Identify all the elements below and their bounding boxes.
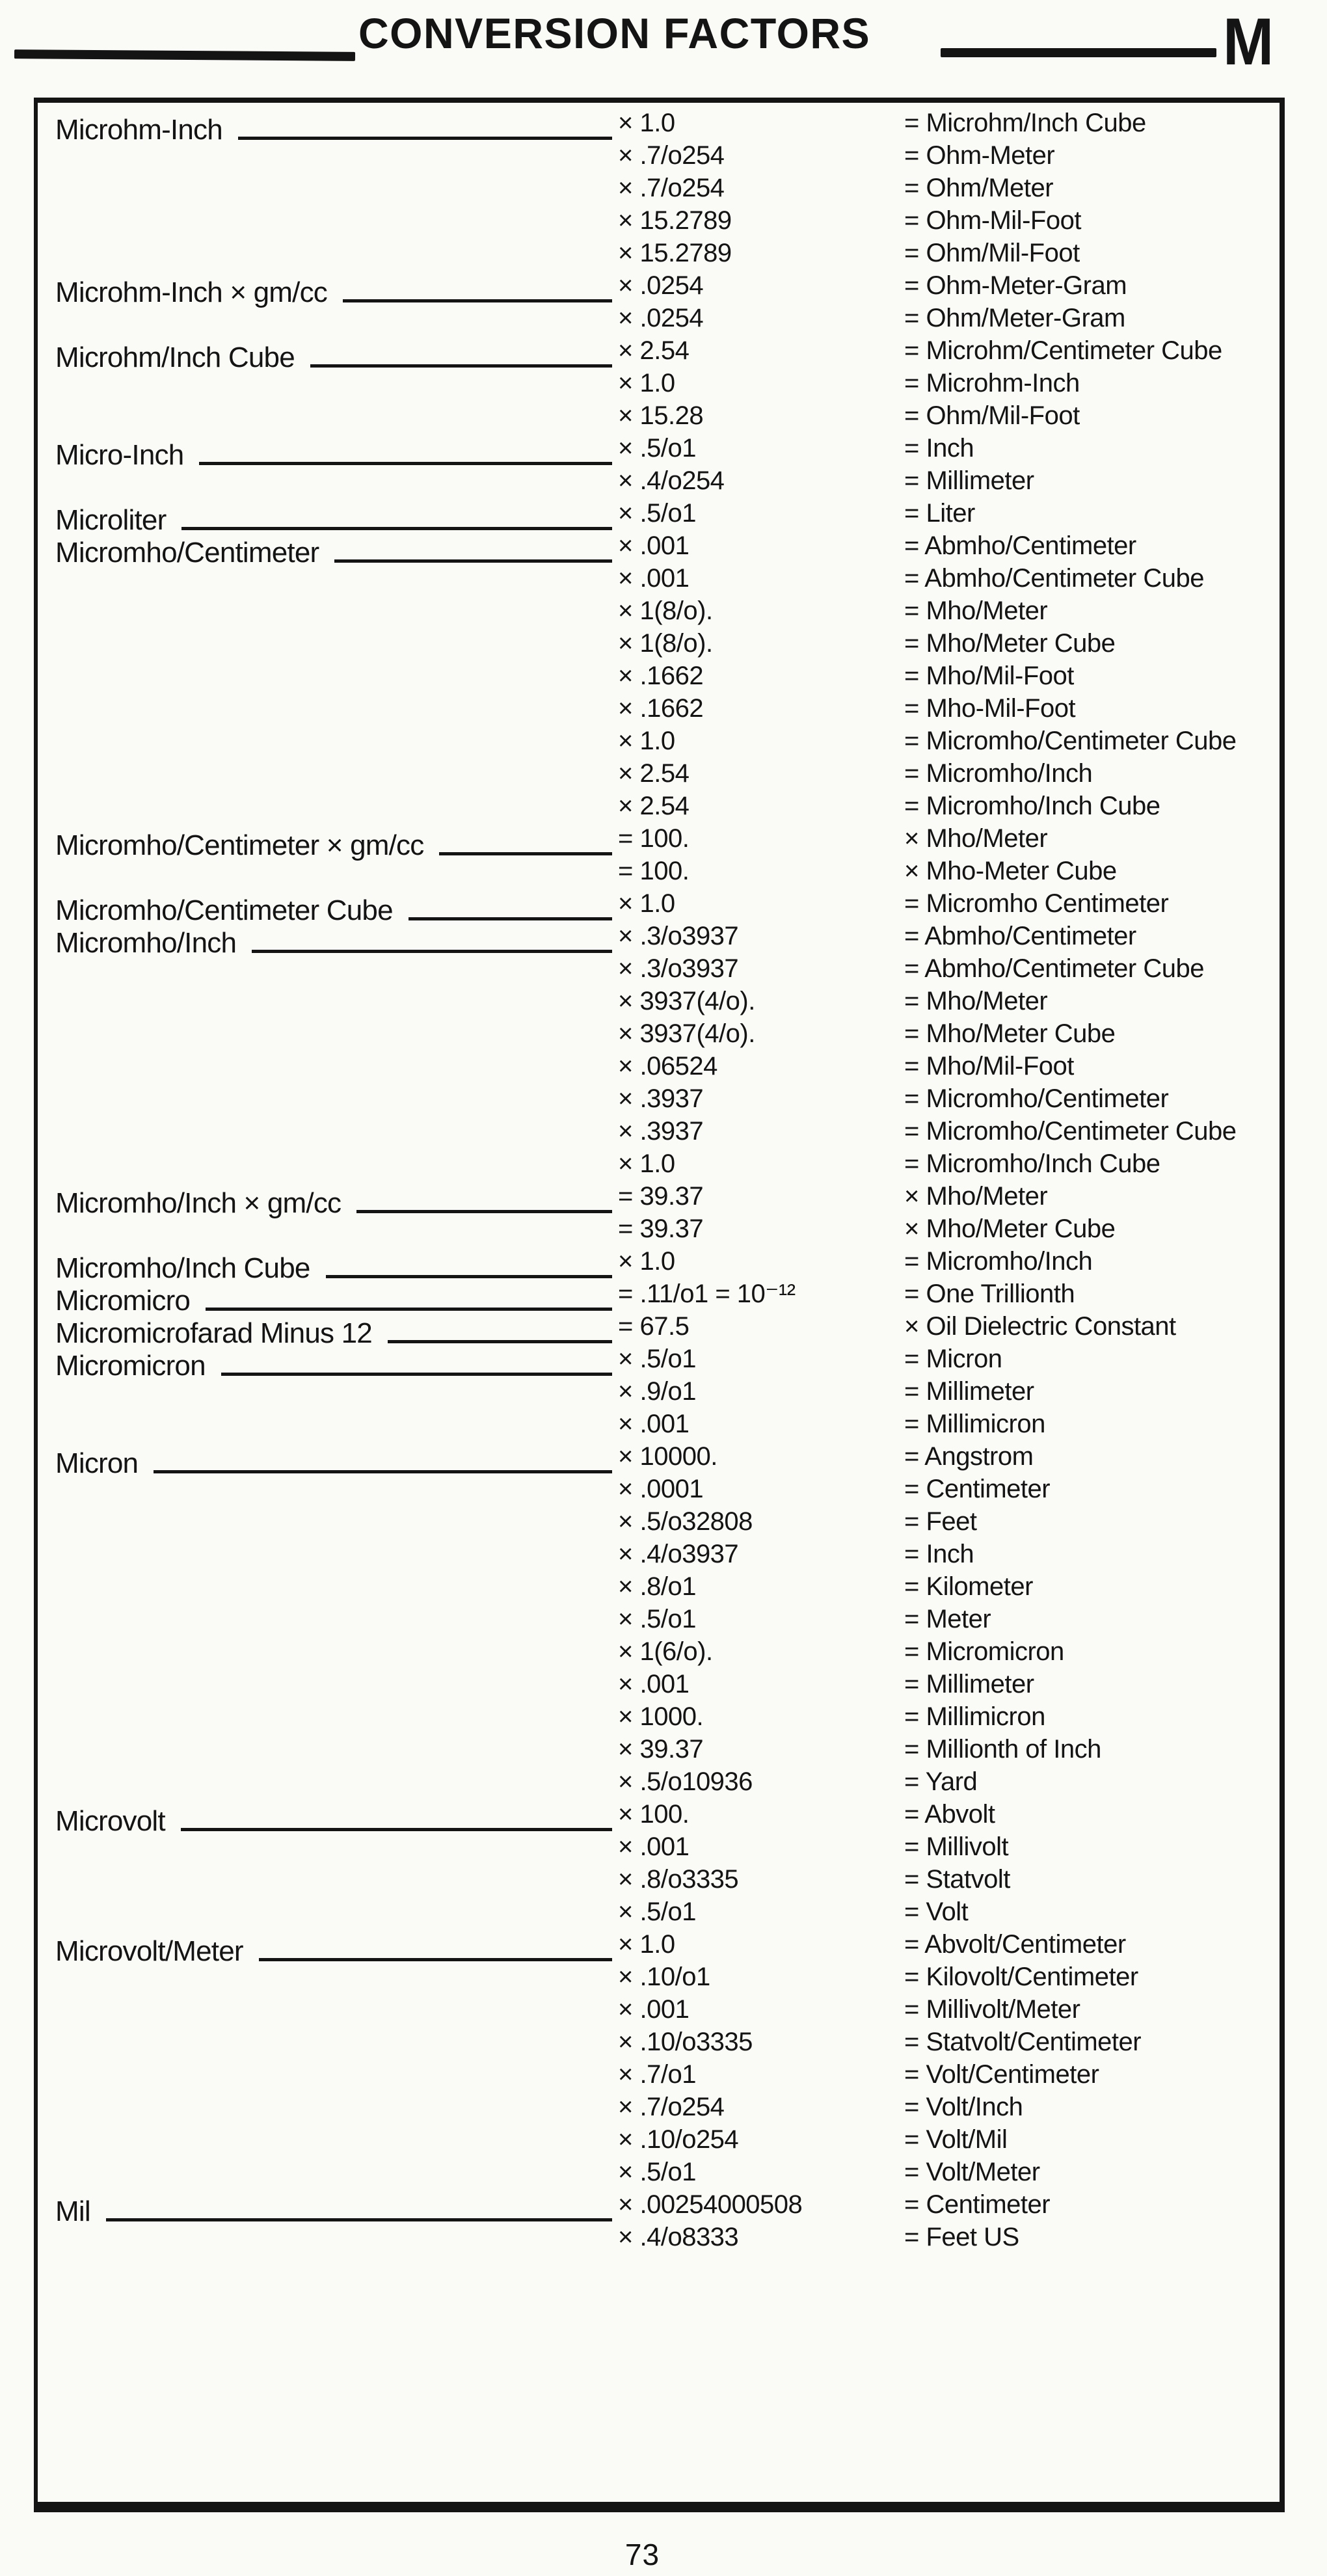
unit-label: Micromho/Centimeter Cube (55, 894, 393, 926)
conversion-factor: × .5/o1 (618, 2158, 696, 2186)
conversion-factor: × .5/o1 (618, 1898, 696, 1926)
conversion-result: = Millimeter (904, 1670, 1034, 1698)
conversion-factor: = 39.37 (618, 1182, 704, 1211)
conversion-result: = Mho/Meter (904, 987, 1048, 1015)
unit-label: Micromicrofarad Minus 12 (55, 1317, 372, 1349)
conversion-result: × Oil Dielectric Constant (904, 1312, 1176, 1341)
conversion-row (55, 1213, 1273, 1245)
conversion-result: = Ohm-Mil-Foot (904, 206, 1081, 235)
conversion-row (55, 1863, 1273, 1896)
conversion-row (55, 237, 1273, 269)
conversion-factor: × 10000. (618, 1442, 717, 1471)
conversion-result: = Mho-Mil-Foot (904, 694, 1076, 723)
conversion-row (55, 464, 1273, 497)
conversion-factor: × .3/o3937 (618, 922, 739, 950)
conversion-result: = Centimeter (904, 2190, 1051, 2219)
conversion-factor: × 1000. (618, 1702, 704, 1731)
conversion-row (55, 1017, 1273, 1050)
conversion-result: = Inch (904, 1540, 974, 1568)
title-rule-right (941, 48, 1216, 57)
conversion-row (55, 204, 1273, 237)
conversion-factor: × 15.2789 (618, 239, 732, 267)
conversion-result: = Volt/Centimeter (904, 2060, 1099, 2089)
conversion-factor: = 100. (618, 824, 690, 853)
conversion-row (55, 1310, 1273, 1349)
page-title: CONVERSION FACTORS (358, 9, 871, 57)
conversion-result: = Micromho/Centimeter Cube (904, 1117, 1237, 1146)
conversion-row (55, 1700, 1273, 1733)
section-letter: M (1223, 5, 1274, 79)
conversion-factor: × 1.0 (618, 369, 675, 397)
conversion-result: = Statvolt/Centimeter (904, 2028, 1142, 2056)
conversion-factor: × .0254 (618, 304, 704, 332)
conversion-factor: × 2.54 (618, 792, 690, 820)
unit-label: Microvolt (55, 1805, 165, 1837)
conversion-row (55, 1798, 1273, 1837)
conversion-factor: × .3/o3937 (618, 954, 739, 983)
conversion-result: = Meter (904, 1605, 991, 1633)
conversion-row (55, 497, 1273, 536)
conversion-row (55, 920, 1273, 959)
conversion-result: × Mho/Meter Cube (904, 1214, 1116, 1243)
conversion-row (55, 2188, 1273, 2227)
unit-label: Microhm-Inch (55, 114, 222, 146)
conversion-result: = Abvolt (904, 1800, 995, 1829)
conversion-factor: × .5/o1 (618, 499, 696, 528)
conversion-row (55, 562, 1273, 595)
unit-label: Microvolt/Meter (55, 1935, 243, 1967)
conversion-result: = Microhm/Inch Cube (904, 109, 1146, 137)
conversion-result: = Millivolt/Meter (904, 1995, 1080, 2024)
unit-label: Micron (55, 1447, 139, 1479)
conversion-table-box (34, 98, 1285, 2512)
conversion-factor: × 2.54 (618, 336, 690, 365)
conversion-result: = Abmho/Centimeter Cube (904, 954, 1204, 983)
conversion-result: = Ohm/Meter (904, 174, 1054, 202)
conversion-factor: × .001 (618, 564, 690, 593)
conversion-result: = Mho/Mil-Foot (904, 662, 1074, 690)
conversion-result: = Micromicron (904, 1637, 1064, 1666)
conversion-row (55, 887, 1273, 926)
conversion-row (55, 334, 1273, 373)
conversion-result: = Millimicron (904, 1702, 1045, 1731)
conversion-row (55, 2156, 1273, 2188)
conversion-result: = Feet (904, 1507, 977, 1536)
conversion-factor: × .9/o1 (618, 1377, 696, 1406)
conversion-result: = Inch (904, 434, 974, 463)
conversion-factor: = .11/o1 = 10⁻¹² (618, 1280, 796, 1308)
conversion-factor: × .4/o254 (618, 466, 725, 495)
conversion-factor: × .001 (618, 1670, 690, 1698)
conversion-factor: × .5/o10936 (618, 1767, 753, 1796)
conversion-factor: × 1.0 (618, 1247, 675, 1276)
conversion-result: = Ohm/Mil-Foot (904, 401, 1080, 430)
conversion-result: = Mho/Meter Cube (904, 1019, 1116, 1048)
conversion-row (55, 1765, 1273, 1798)
conversion-result: × Mho/Meter (904, 824, 1048, 853)
conversion-row (55, 1733, 1273, 1765)
conversion-result: = Micromho/Inch Cube (904, 1149, 1160, 1178)
conversion-result: = Abmho/Centimeter Cube (904, 564, 1204, 593)
conversion-factor: × 15.2789 (618, 206, 732, 235)
conversion-row (55, 1961, 1273, 1993)
conversion-result: = Micromho/Inch (904, 1247, 1093, 1276)
conversion-row (55, 952, 1273, 985)
conversion-result: = Micromho/Centimeter Cube (904, 727, 1237, 755)
conversion-factor: × 2.54 (618, 759, 690, 788)
conversion-result: = Mho/Mil-Foot (904, 1052, 1074, 1080)
unit-label-cell (55, 2226, 615, 2259)
conversion-result: = Volt/Meter (904, 2158, 1040, 2186)
unit-label: Micromho/Centimeter × gm/cc (55, 829, 424, 861)
conversion-factor: × .4/o3937 (618, 1540, 739, 1568)
conversion-row (55, 725, 1273, 757)
conversion-row (55, 1147, 1273, 1180)
conversion-factor: × 15.28 (618, 401, 704, 430)
unit-label: Micromho/Inch Cube (55, 1252, 310, 1284)
conversion-factor: × .5/o1 (618, 1345, 696, 1373)
conversion-row (55, 1375, 1273, 1408)
conversion-factor: × 1.0 (618, 727, 675, 755)
conversion-result: = Liter (904, 499, 975, 528)
unit-label: Micro-Inch (55, 439, 184, 471)
conversion-factor: = 67.5 (618, 1312, 690, 1341)
page-number: 73 (624, 2538, 660, 2571)
conversion-factor: = 100. (618, 857, 690, 885)
conversion-row (55, 2026, 1273, 2058)
conversion-factor: × .10/o254 (618, 2125, 739, 2154)
conversion-row (55, 1993, 1273, 2026)
conversion-factor: × .001 (618, 1410, 690, 1438)
conversion-factor: × .001 (618, 1995, 690, 2024)
conversion-row (55, 1115, 1273, 1147)
conversion-row (55, 2091, 1273, 2123)
conversion-row (55, 757, 1273, 790)
conversion-row (55, 1278, 1273, 1317)
conversion-row (55, 139, 1273, 172)
conversion-result: = Centimeter (904, 1475, 1051, 1503)
conversion-factor: × .8/o1 (618, 1572, 696, 1601)
unit-label: Micromicron (55, 1350, 206, 1382)
unit-label: Micromho/Inch (55, 927, 237, 959)
conversion-row (55, 1668, 1273, 1700)
conversion-row (55, 790, 1273, 822)
conversion-result: = Feet US (904, 2223, 1019, 2251)
conversion-row (55, 627, 1273, 660)
conversion-row (55, 822, 1273, 861)
conversion-row (55, 1050, 1273, 1082)
conversion-result: = Millimicron (904, 1410, 1045, 1438)
conversion-result: = Angstrom (904, 1442, 1034, 1471)
conversion-row (55, 367, 1273, 399)
conversion-factor: × .7/o1 (618, 2060, 696, 2089)
conversion-factor: × .1662 (618, 694, 704, 723)
conversion-result: = Statvolt (904, 1865, 1010, 1894)
conversion-factor: × 1(8/o). (618, 597, 713, 625)
unit-label: Microhm/Inch Cube (55, 342, 295, 373)
conversion-factor: × .06524 (618, 1052, 717, 1080)
conversion-result: = Volt/Inch (904, 2093, 1023, 2121)
conversion-factor: × .8/o3335 (618, 1865, 739, 1894)
conversion-rows (55, 107, 1273, 2253)
conversion-factor: × .1662 (618, 662, 704, 690)
conversion-factor: × .7/o254 (618, 141, 725, 170)
conversion-factor: × .4/o8333 (618, 2223, 739, 2251)
conversion-factor: × .5/o1 (618, 434, 696, 463)
conversion-row (55, 1831, 1273, 1863)
conversion-factor: × 3937(4/o). (618, 1019, 755, 1048)
unit-label: Mil (55, 2195, 90, 2227)
unit-label: Micromho/Centimeter (55, 537, 319, 569)
conversion-row (55, 1538, 1273, 1570)
unit-label: Micromho/Inch × gm/cc (55, 1187, 342, 1219)
conversion-row (55, 985, 1273, 1017)
conversion-row (55, 432, 1273, 471)
conversion-result: × Mho/Meter (904, 1182, 1048, 1211)
conversion-row (55, 1180, 1273, 1219)
conversion-factor: × 1(6/o). (618, 1637, 713, 1666)
conversion-row (55, 107, 1273, 146)
conversion-row (55, 1928, 1273, 1967)
conversion-result: = Ohm-Meter (904, 141, 1055, 170)
conversion-result: = Millionth of Inch (904, 1735, 1101, 1764)
conversion-result: = Yard (904, 1767, 978, 1796)
conversion-factor: × .5/o32808 (618, 1507, 753, 1536)
unit-label: Micromicro (55, 1285, 191, 1317)
conversion-row (55, 1082, 1273, 1115)
conversion-factor: × 1.0 (618, 109, 675, 137)
title-rule-left (14, 49, 355, 61)
conversion-factor: × 1.0 (618, 1149, 675, 1178)
conversion-result: = Micron (904, 1345, 1002, 1373)
conversion-result: = Kilovolt/Centimeter (904, 1963, 1138, 1991)
conversion-result: = Millivolt (904, 1832, 1009, 1861)
conversion-result: = Microhm-Inch (904, 369, 1080, 397)
conversion-result: = Micromho/Inch Cube (904, 792, 1160, 820)
conversion-result: = Micromho Centimeter (904, 889, 1169, 918)
conversion-factor: × 1(8/o). (618, 629, 713, 658)
conversion-result: = Abmho/Centimeter (904, 922, 1136, 950)
conversion-row (55, 1896, 1273, 1928)
conversion-factor: × .10/o3335 (618, 2028, 753, 2056)
conversion-factor: × .001 (618, 1832, 690, 1861)
conversion-row (55, 530, 1273, 569)
conversion-result: = Millimeter (904, 466, 1034, 495)
conversion-result: = Micromho/Centimeter (904, 1084, 1169, 1113)
conversion-row (55, 595, 1273, 627)
conversion-factor: × 39.37 (618, 1735, 704, 1764)
conversion-result: = Ohm/Meter-Gram (904, 304, 1125, 332)
conversion-row (55, 269, 1273, 308)
conversion-row (55, 2123, 1273, 2156)
conversion-row (55, 692, 1273, 725)
conversion-row (55, 172, 1273, 204)
conversion-result: = Mho/Meter Cube (904, 629, 1116, 658)
conversion-factor: × .3937 (618, 1117, 704, 1146)
conversion-row (55, 1505, 1273, 1538)
conversion-factor: × 1.0 (618, 889, 675, 918)
conversion-factor: × 100. (618, 1800, 690, 1829)
conversion-row (55, 2058, 1273, 2091)
conversion-row (55, 2221, 1273, 2253)
conversion-result: = Microhm/Centimeter Cube (904, 336, 1222, 365)
conversion-result: = Abmho/Centimeter (904, 531, 1136, 560)
conversion-result: = Mho/Meter (904, 597, 1048, 625)
conversion-result: × Mho-Meter Cube (904, 857, 1117, 885)
conversion-result: = Volt (904, 1898, 969, 1926)
conversion-row (55, 399, 1273, 432)
conversion-result: = Micromho/Inch (904, 759, 1093, 788)
conversion-row (55, 1245, 1273, 1284)
conversion-result: = Abvolt/Centimeter (904, 1930, 1126, 1959)
conversion-factor: × 1.0 (618, 1930, 675, 1959)
conversion-factor: × 3937(4/o). (618, 987, 755, 1015)
conversion-row (55, 855, 1273, 887)
conversion-row (55, 302, 1273, 334)
conversion-factor: × .10/o1 (618, 1963, 710, 1991)
conversion-row (55, 1473, 1273, 1505)
unit-label: Microliter (55, 504, 167, 536)
conversion-factor: = 39.37 (618, 1214, 704, 1243)
conversion-row (55, 1570, 1273, 1603)
conversion-result: = Millimeter (904, 1377, 1034, 1406)
conversion-row (55, 660, 1273, 692)
conversion-factor: × .0001 (618, 1475, 704, 1503)
conversion-result: = Ohm/Mil-Foot (904, 239, 1080, 267)
conversion-result: = Volt/Mil (904, 2125, 1008, 2154)
conversion-row (55, 1440, 1273, 1479)
conversion-factor: × .7/o254 (618, 174, 725, 202)
conversion-row (55, 1343, 1273, 1382)
conversion-result: = One Trillionth (904, 1280, 1075, 1308)
conversion-row (55, 1408, 1273, 1440)
conversion-result: = Ohm-Meter-Gram (904, 271, 1127, 300)
conversion-factor: × .00254000508 (618, 2190, 803, 2219)
conversion-factor: × .0254 (618, 271, 704, 300)
conversion-result: = Kilometer (904, 1572, 1033, 1601)
conversion-factor: × .3937 (618, 1084, 704, 1113)
conversion-row (55, 1603, 1273, 1635)
conversion-factor: × .001 (618, 531, 690, 560)
unit-label: Microhm-Inch × gm/cc (55, 276, 327, 308)
conversion-factor: × .7/o254 (618, 2093, 725, 2121)
conversion-factor: × .5/o1 (618, 1605, 696, 1633)
conversion-row (55, 1635, 1273, 1668)
